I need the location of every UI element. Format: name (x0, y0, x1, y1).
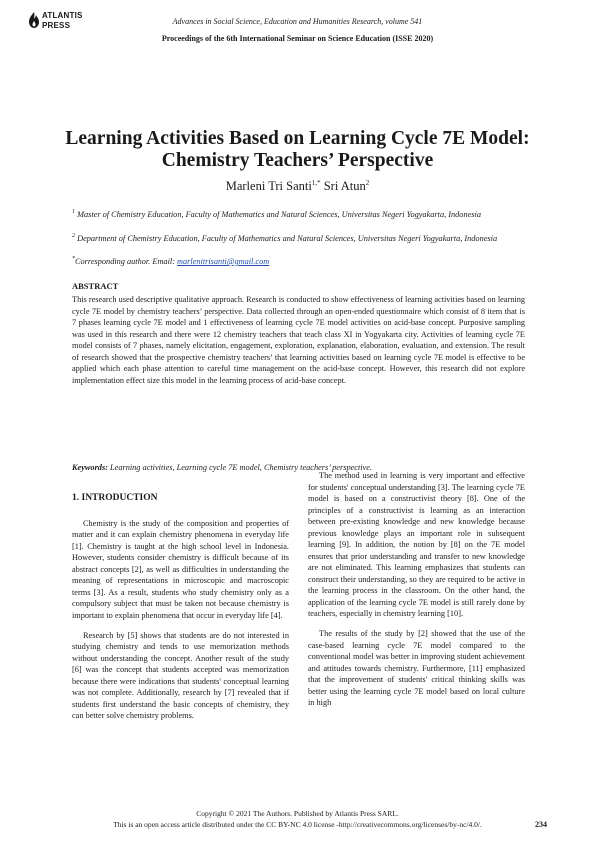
keywords-text: Learning activities, Learning cycle 7E model, Chemistry teachers’ perspective. (110, 463, 373, 472)
affiliation-text: Master of Chemistry Education, Faculty of Mathematics and Natural Sciences, Universitas Negeri Yogyakarta, Indonesia (77, 210, 481, 219)
affiliation-sup: 1 (72, 209, 75, 216)
affiliation-1 (72, 210, 542, 220)
page-number: 234 (535, 820, 547, 829)
proceedings-header: Proceedings of the 6th International Seminar on Science Education (ISSE 2020) (161, 34, 434, 43)
keywords-label: Keywords: (72, 463, 108, 472)
left-column (72, 493, 289, 730)
affiliation-text: Department of Chemistry Education, Faculty of Mathematics and Natural Sciences, Universitas Negeri Yogyakarta, Indonesia (77, 234, 498, 243)
author-name: Marleni Tri Santi (225, 179, 312, 193)
footer-license: This is an open access article distributed under the CC BY-NC 4.0 license -http://creativecommons.org/licenses/by-nc/4.0/. (113, 820, 482, 829)
corresponding-email-link[interactable]: marlenitrisanti@gmail.com (177, 257, 270, 266)
abstract-text: This research used descriptive qualitative approach. Research is conducted to show effectiveness of learning activities based on learning cycle 7E model by chemistry teachers’ perspective. Data collected through an open-ended questionnaire which consist of 8 item that is 7 phases learning cycle 7E model and 1 effectiveness of learning cycle 7E model activities on acid-base concept. Purposive sampling was used in this research and there were 12 chemistry teachers that teach class XI in Yogyakarta city. Activities of learning cycle 7E model consists of 7 phases, namely elicitation, engagement, exploration, explanation, elaboration, evaluation, and extension. The result of research showed that the prospective chemistry teachers’ that learning activities based on learning cycle 7E model is effective to be applied which each phase attention to careful time management on the acid-base concept. However, this research did not explore implementation effect size this model in the learning process of acid-base concept. (72, 295, 525, 385)
author-sup: 1,* (311, 178, 321, 187)
series-header: Advances in Social Science, Education and Humanities Research, volume 541 (172, 17, 423, 26)
affiliation-sup: 2 (72, 233, 75, 240)
body-paragraph: The method used in learning is very important and effective for students' conceptual understanding [3]. The learning cycle 7E model is based on a constructivist theory [8]. One of the principles of a constructivist is learning as an interaction between pre-existing knowledge and new knowledge because previous knowledge plays an important role in subsequent learning [9]. In addition, the notion by [8] on the 7E model ensures that prior understanding and transfer to new knowledge are not eliminated. This learning emphasizes that students can construct their understanding, so they are required to be active in the learning process in the classroom. On the other hand, the application of the learning cycle 7E model is still rarely done by teachers, especially in chemistry learning [10]. (308, 471, 525, 618)
affiliation-2 (72, 234, 542, 244)
abstract-heading: ABSTRACT (72, 281, 119, 291)
body-paragraph: Chemistry is the study of the composition and properties of matter and it can explain chemistry phenomena in everyday life [1]. Chemistry is taught at the high school level in Indonesia. However, students consider chemistry is difficult because of its abstract concepts [2], as well as difficulties in understanding the meaning of representations in microscopic and macroscopic terms [3]. As a result, students who study chemistry only as a compulsory subject that must be taken not because chemistry is important to explain phenomena that occur in everyday life [4]. (72, 518, 289, 620)
body-paragraph: Research by [5] shows that students are do not interested in studying chemistry and tends to use memorization methods without understanding the concept. Another result of the study [6] was the concept that students accepted was memorization because there were indications that students' conceptual learning was not complete. Additionally, research by [7] revealed that if students first understand the basic concepts of chemistry, they can better solve chemistry problems. (72, 630, 289, 720)
logo-text-line2: PRESS (42, 20, 71, 30)
footer-copyright: Copyright © 2021 The Authors. Published by Atlantis Press SARL. (196, 809, 399, 818)
corresponding-label: Corresponding author. Email: (75, 257, 178, 266)
author-sup: 2 (365, 178, 370, 187)
right-column (308, 470, 525, 717)
author-name: Sri Atun (323, 179, 366, 193)
author-list (0, 179, 595, 194)
paper-title: Learning Activities Based on Learning Cycle 7E Model: Chemistry Teachers’ Perspective (65, 128, 530, 171)
section-heading: 1. INTRODUCTION (72, 493, 158, 503)
corresponding-sup: * (72, 256, 75, 263)
logo-text-line1: ATLANTIS (42, 11, 83, 20)
corresponding-author (72, 257, 542, 267)
body-paragraph: The results of the study by [2] showed that the use of the case-based learning cycle 7E model compared to the conventional model was better in improving student achievement and attitudes towards chemistry. Furthermore, [11] emphasized that the improvement of students' critical thinking skills was better using the learning cycle 7E model based on local culture in high (308, 629, 525, 707)
